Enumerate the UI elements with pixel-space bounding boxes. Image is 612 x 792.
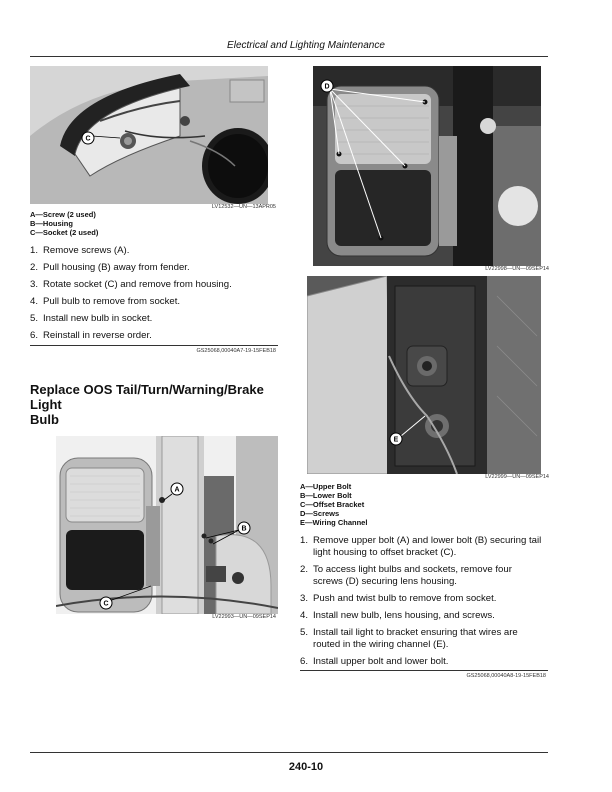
callout-a-letter: A xyxy=(174,486,180,494)
step-item: 3. Push and twist bulb to remove from socket. xyxy=(300,593,497,604)
figure-fender-housing xyxy=(30,66,268,204)
page-header-title: Electrical and Lighting Maintenance xyxy=(227,40,385,51)
legend-list xyxy=(30,210,98,237)
figure-tail-light-bracket xyxy=(56,436,278,614)
step-item: 4. Pull bulb to remove from socket. xyxy=(30,296,181,307)
step-item: 5. Install tail light to bracket ensuring that wires are routed in the wiring channel (E). xyxy=(300,627,518,650)
legend-list xyxy=(300,482,367,527)
figure-lens-screws xyxy=(313,66,541,266)
callout-c-letter: C xyxy=(85,135,91,143)
legend-item: B—Lower Bolt xyxy=(300,491,352,500)
legend-item: A—Upper Bolt xyxy=(300,482,352,491)
step-item: 6. Reinstall in reverse order. xyxy=(30,330,152,341)
step-item: 1. Remove upper bolt (A) and lower bolt (B) securing tail light housing to offset bracket (C). xyxy=(300,535,542,558)
document-reference: GS25068,00040A7-19-15FEB18 xyxy=(196,348,276,354)
callout-d-letter: D xyxy=(324,83,330,91)
legend-item: E—Wiring Channel xyxy=(300,518,368,527)
section-rule xyxy=(30,345,278,346)
legend-item: C—Socket (2 used) xyxy=(30,228,99,237)
procedure-steps xyxy=(30,245,280,347)
step-item: 3. Rotate socket (C) and remove from housing. xyxy=(30,279,232,290)
document-reference: GS25068,00040A8-19-15FEB18 xyxy=(466,673,546,679)
step-item: 2. To access light bulbs and sockets, remove four screws (D) securing lens housing. xyxy=(300,564,512,587)
footer-rule xyxy=(30,752,548,753)
figure-credit: LV22998—UN—09SEP14 xyxy=(485,266,549,272)
step-item: 1. Remove screws (A). xyxy=(30,245,130,256)
legend-item: B—Housing xyxy=(30,219,73,228)
section-rule xyxy=(300,670,548,671)
figure-credit: LV12532—UN—13APR05 xyxy=(211,204,276,210)
legend-item: C—Offset Bracket xyxy=(300,500,365,509)
legend-item: D—Screws xyxy=(300,509,340,518)
callout-e-letter: E xyxy=(393,436,399,444)
figure-credit: LV22999—UN—09SEP14 xyxy=(485,474,549,480)
figure-credit: LV22993—UN—09SEP14 xyxy=(212,614,276,620)
step-item: 4. Install new bulb, lens housing, and screws. xyxy=(300,610,495,621)
legend-item: A—Screw (2 used) xyxy=(30,210,96,219)
page-number: 240-10 xyxy=(288,761,324,773)
callout-b-letter: B xyxy=(241,525,247,533)
section-title: Replace OOS Tail/Turn/Warning/Brake Light Bulb xyxy=(30,382,264,427)
header-rule xyxy=(30,56,548,57)
step-item: 5. Install new bulb in socket. xyxy=(30,313,153,324)
step-item: 2. Pull housing (B) away from fender. xyxy=(30,262,190,273)
procedure-steps xyxy=(300,535,560,673)
callout-c-letter: C xyxy=(103,600,109,608)
figure-wiring-channel xyxy=(307,276,541,474)
step-item: 6. Install upper bolt and lower bolt. xyxy=(300,656,449,667)
